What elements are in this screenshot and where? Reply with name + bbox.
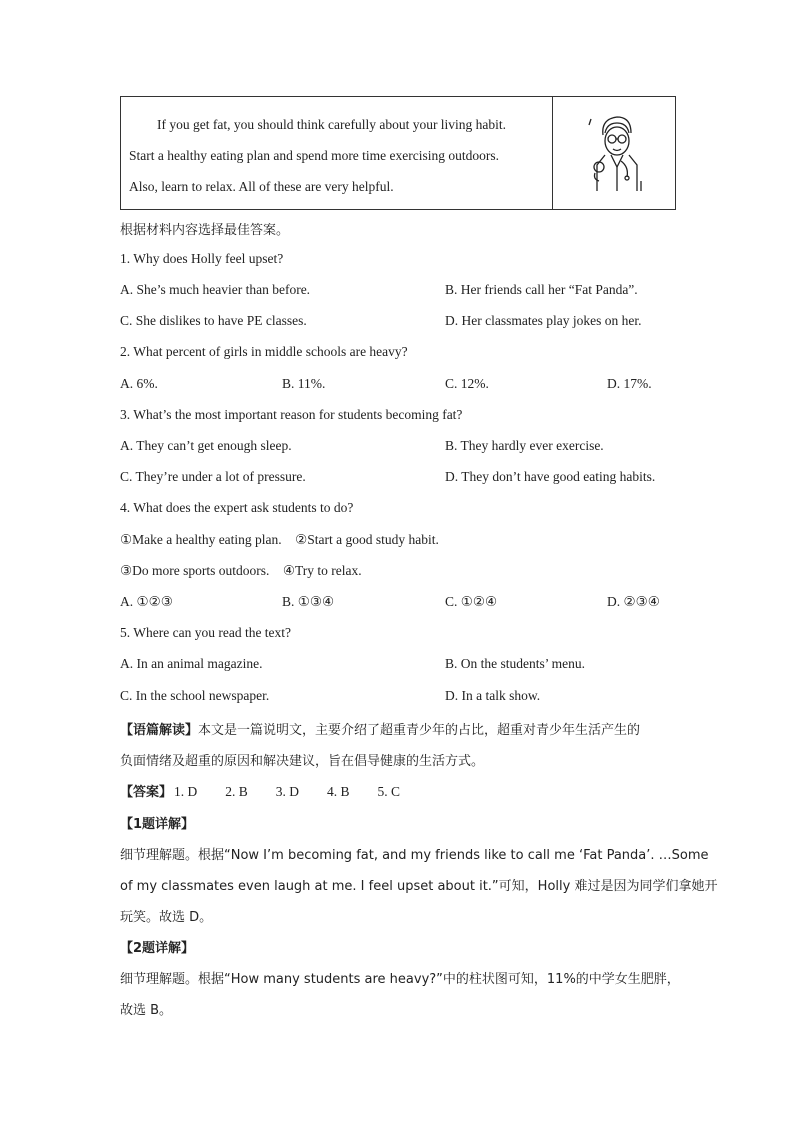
question-1-option-a: A. She’s much heavier than before. [120,282,311,297]
explanation-1-line-3: 玩笑。故选 D。 [120,910,213,925]
question-4-option-a: A. ①②③ [120,594,173,609]
explanation-1-line-2: of my classmates even laugh at me. I feel upset about it.”可知，Holly 难过是因为同学们拿她开 [120,879,718,894]
answer-key [120,781,428,800]
question-5-option-b: B. On the students’ menu. [445,656,585,671]
question-4-option-b: B. ①③④ [282,594,335,609]
doctor-icon [581,111,657,193]
question-5-option-c: C. In the school newspaper. [120,688,270,703]
expert-line-2: Start a healthy eating plan and spend more time exercising outdoors. [129,148,500,163]
question-2-option-b: B. 11%. [282,376,326,391]
question-1-option-d: D. Her classmates play jokes on her. [445,313,642,328]
question-1-stem: 1. Why does Holly feel upset? [120,251,284,266]
explanation-1-heading: 【1题详解】 [120,817,195,832]
question-2-option-c: C. 12%. [445,376,489,391]
answer-key-label: 【答案】 [120,785,173,800]
question-4-items-line-1: ①Make a healthy eating plan. ②Start a good study habit. [120,532,439,547]
passage-analysis-line-1 [120,719,640,738]
answer-5: 5. C [377,784,401,799]
expert-line-1: If you get fat, you should think carefully about your living habit. [157,117,507,132]
passage-analysis-label: 【语篇解读】 [120,723,199,738]
expert-advice-box [120,96,676,210]
explanation-2-line-1: 细节理解题。根据“How many students are heavy?”中的柱状图可知，11%的中学女生肥胖， [120,972,680,987]
question-4-option-d: D. ②③④ [607,594,660,609]
answer-2: 2. B [225,784,248,799]
question-2-stem: 2. What percent of girls in middle schools are heavy? [120,344,408,359]
explanation-2-line-2: 故选 B。 [120,1003,173,1018]
question-1-option-c: C. She dislikes to have PE classes. [120,313,307,328]
expert-line-3: Also, learn to relax. All of these are very helpful. [129,179,394,194]
question-2-option-a: A. 6%. [120,376,158,391]
question-5-stem: 5. Where can you read the text? [120,625,292,640]
question-3-option-b: B. They hardly ever exercise. [445,438,604,453]
question-4-stem: 4. What does the expert ask students to do? [120,500,354,515]
passage-analysis-line-2: 负面情绪及超重的原因和解决建议，旨在倡导健康的生活方式。 [120,754,485,769]
expert-advice-text [121,97,553,209]
question-5-option-d: D. In a talk show. [445,688,541,703]
instruction: 根据材料内容选择最佳答案。 [120,223,290,238]
question-2-option-d: D. 17%. [607,376,652,391]
answer-3: 3. D [275,784,300,799]
explanation-2-heading: 【2题详解】 [120,941,195,956]
question-4-option-c: C. ①②④ [445,594,498,609]
expert-illustration [553,97,675,209]
question-3-stem: 3. What’s the most important reason for students becoming fat? [120,407,463,422]
question-3-option-d: D. They don’t have good eating habits. [445,469,656,484]
answer-1: 1. D [174,784,198,799]
answer-4: 4. B [327,784,350,799]
question-1-option-b: B. Her friends call her “Fat Panda”. [445,282,638,297]
question-4-items-line-2: ③Do more sports outdoors. ④Try to relax. [120,563,362,578]
question-3-option-c: C. They’re under a lot of pressure. [120,469,306,484]
passage-analysis-text-1: 本文是一篇说明文，主要介绍了超重青少年的占比，超重对青少年生活产生的 [198,723,641,738]
explanation-1-line-1: 细节理解题。根据“Now I’m becoming fat, and my friends like to call me ‘Fat Panda’. …Some [120,848,709,863]
question-5-option-a: A. In an animal magazine. [120,656,263,671]
question-3-option-a: A. They can’t get enough sleep. [120,438,292,453]
